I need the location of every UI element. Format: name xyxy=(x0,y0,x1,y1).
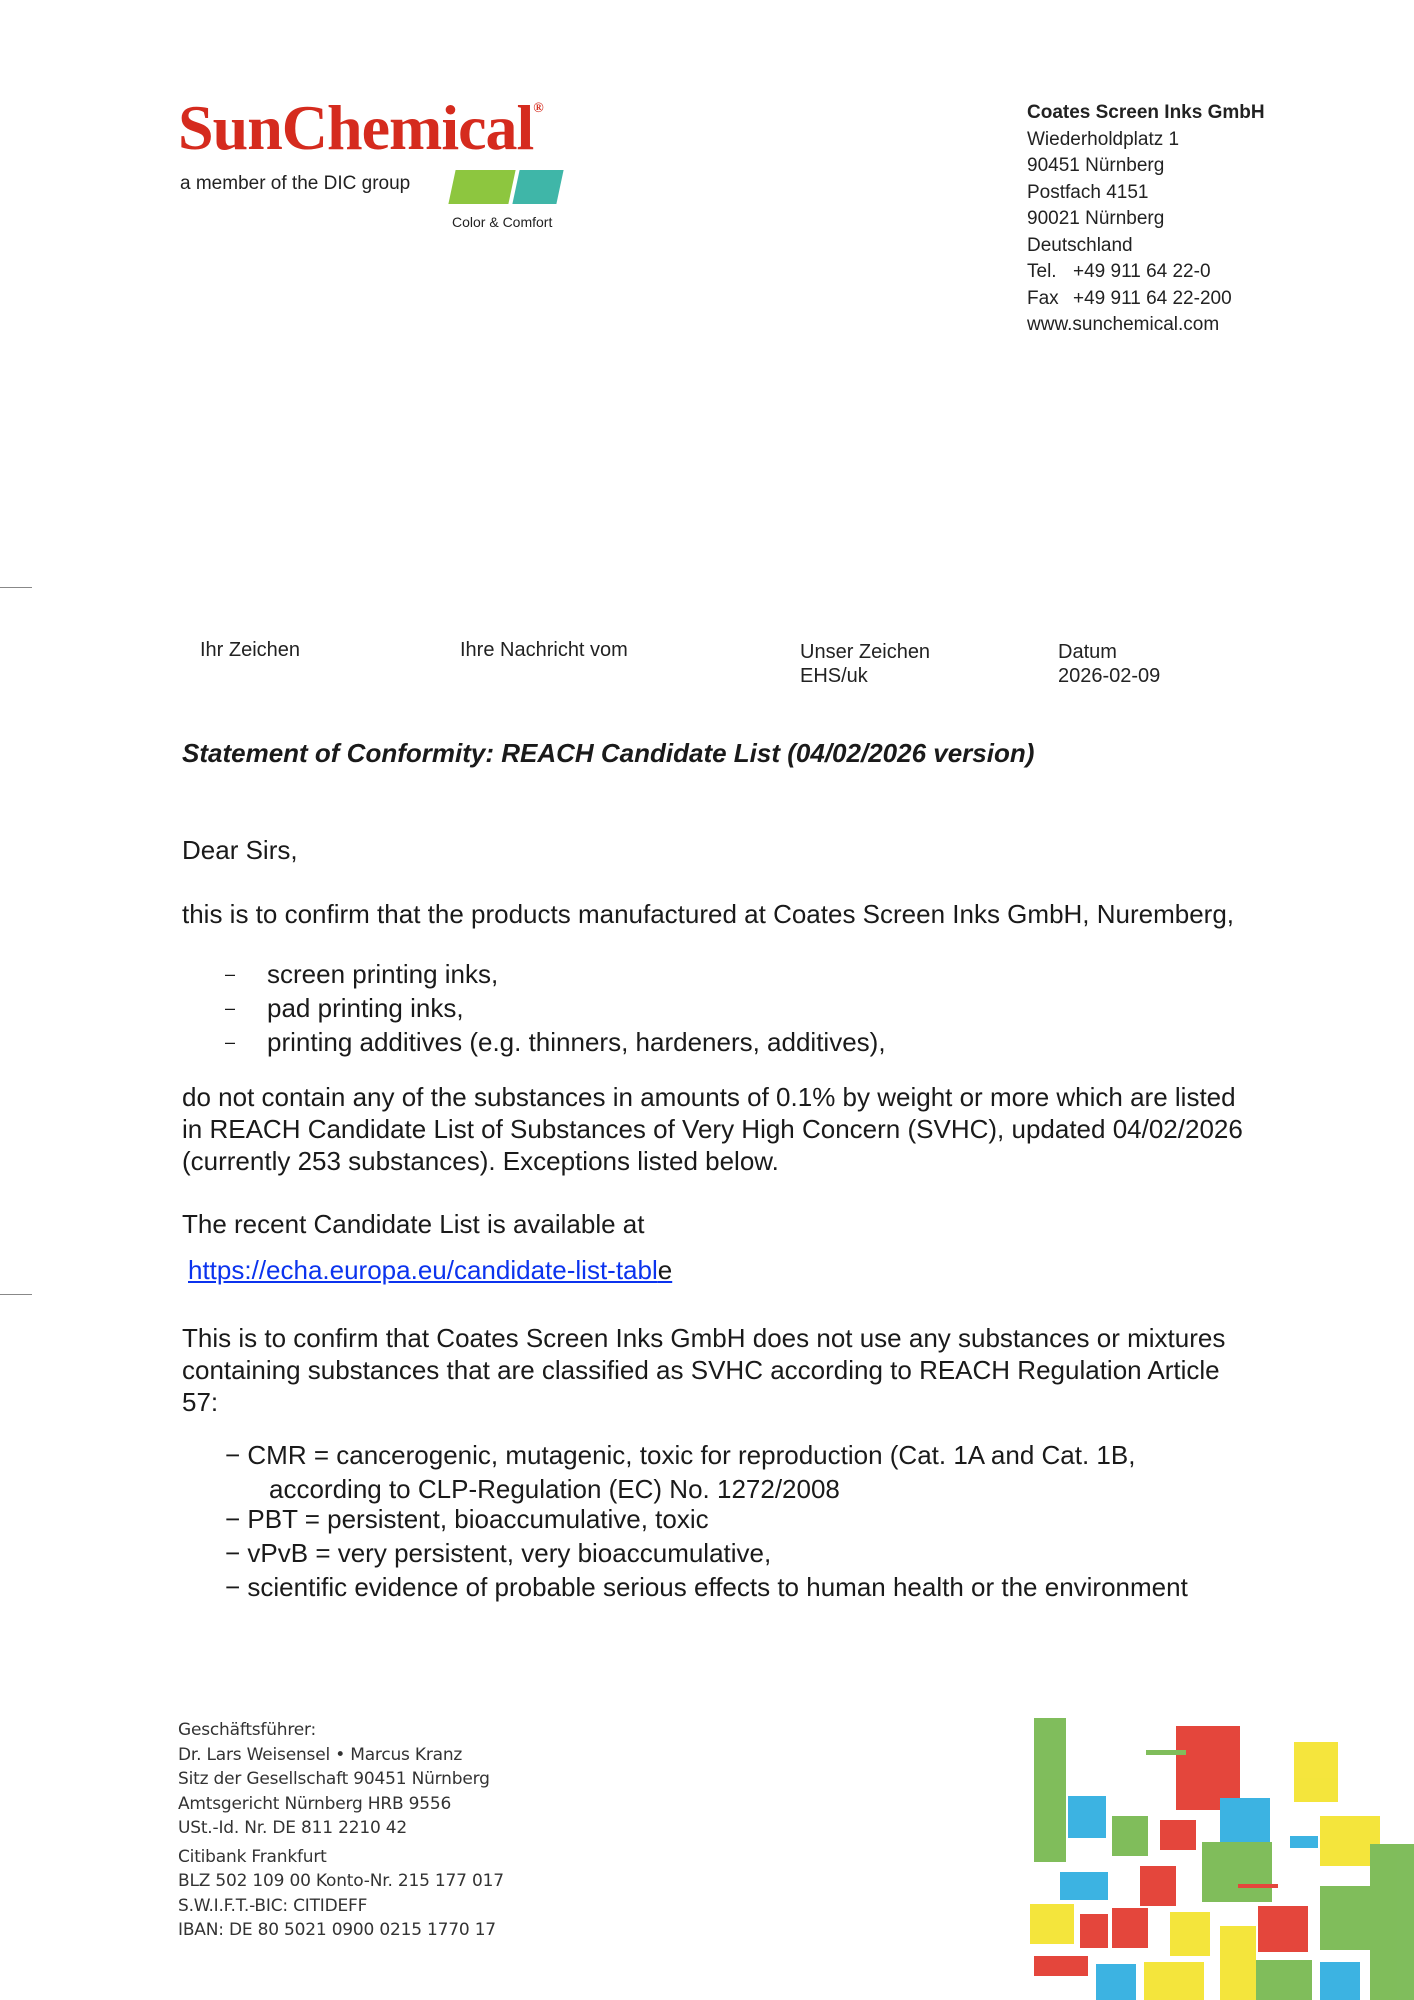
product-list xyxy=(225,957,886,1059)
dic-tagline: Color & Comfort xyxy=(452,214,553,230)
list-item: − scientific evidence of probable serious effects to human health or the environment xyxy=(225,1572,1188,1602)
ihr-zeichen-label: Ihr Zeichen xyxy=(200,639,301,661)
list-item: − PBT = persistent, bioaccumulative, toxic xyxy=(225,1504,709,1534)
sender-country: Deutschland xyxy=(1027,234,1133,256)
unser-zeichen-label: Unser Zeichen xyxy=(800,641,931,663)
fold-mark-top xyxy=(0,587,32,588)
candidate-list-intro: The recent Candidate List is available at xyxy=(182,1209,645,1239)
datum xyxy=(1058,640,1160,688)
list-item: − CMR = cancerogenic, mutagenic, toxic for reproduction (Cat. 1A and Cat. 1B, xyxy=(225,1440,1136,1470)
sender-company: Coates Screen Inks GmbH xyxy=(1027,102,1265,123)
dic-logo xyxy=(452,168,568,206)
intro-paragraph: this is to confirm that the products manufactured at Coates Screen Inks GmbH, Nuremberg, xyxy=(182,899,1235,929)
registered-mark: ® xyxy=(533,101,543,116)
sunchemical-logo xyxy=(178,92,543,163)
sender-city: 90451 Nürnberg xyxy=(1027,155,1165,176)
substances-paragraph: do not contain any of the substances in amounts of 0.1% by weight or more which are listed in REACH Candidate List of Substances of Very High Concern (SVHC), updated 04/02/2026 (currently 253 substances). Exceptions listed below. xyxy=(182,1082,1243,1176)
list-item-continuation: according to CLP-Regulation (EC) No. 1272/2008 xyxy=(269,1474,840,1504)
unser-zeichen-value: EHS/uk xyxy=(800,665,868,687)
sender-fax: Fax +49 911 64 22-200 xyxy=(1027,287,1232,309)
svhc-paragraph: This is to confirm that Coates Screen Inks GmbH does not use any substances or mixtures containing substances that are classified as SVHC according to REACH Regulation Article 57: xyxy=(182,1323,1226,1417)
logo-member-text: a member of the DIC group xyxy=(180,173,411,194)
company-footer: Geschäftsführer: Dr. Lars Weisensel • Marcus Kranz Sitz der Gesellschaft 90451 Nürnberg Amtsgericht Nürnberg HRB 9556 USt.-Id. Nr. DE 811 2210 42 Citibank Frankfurt BLZ 502 109 00 Konto-Nr. 215 177 017 S.W.I.F.T.-BIC: CITIDEFF IBAN: DE 80 5021 0900 0215 1770 17 xyxy=(178,1720,504,1940)
sender-pobox: Postfach 4151 xyxy=(1027,181,1149,203)
list-item: – screen printing inks, xyxy=(225,959,499,989)
svhc-criteria-list xyxy=(225,1438,1188,1604)
unser-zeichen xyxy=(800,640,930,688)
salutation: Dear Sirs, xyxy=(182,835,298,865)
candidate-list-link[interactable]: https://echa.europa.eu/candidate-list-table xyxy=(188,1255,673,1285)
sender-address xyxy=(1027,100,1265,339)
list-item: – pad printing inks, xyxy=(225,993,464,1023)
sender-pobox-city: 90021 Nürnberg xyxy=(1027,208,1165,229)
fold-mark-middle xyxy=(0,1294,32,1295)
list-item: − vPvB = very persistent, very bioaccumulative, xyxy=(225,1538,772,1568)
datum-value: 2026-02-09 xyxy=(1058,665,1161,687)
ihre-nachricht-label: Ihre Nachricht vom xyxy=(460,639,628,661)
logo-wordmark: SunChemical xyxy=(178,92,534,163)
datum-label: Datum xyxy=(1058,641,1117,663)
decorative-color-mosaic xyxy=(1020,1716,1414,2000)
letter-subject: Statement of Conformity: REACH Candidate List (04/02/2026 version) xyxy=(182,738,1035,768)
sender-street: Wiederholdplatz 1 xyxy=(1027,128,1180,150)
sender-web: www.sunchemical.com xyxy=(1027,314,1220,335)
sender-tel: Tel. +49 911 64 22-0 xyxy=(1027,261,1211,282)
list-item: – printing additives (e.g. thinners, hardeners, additives), xyxy=(225,1027,886,1057)
